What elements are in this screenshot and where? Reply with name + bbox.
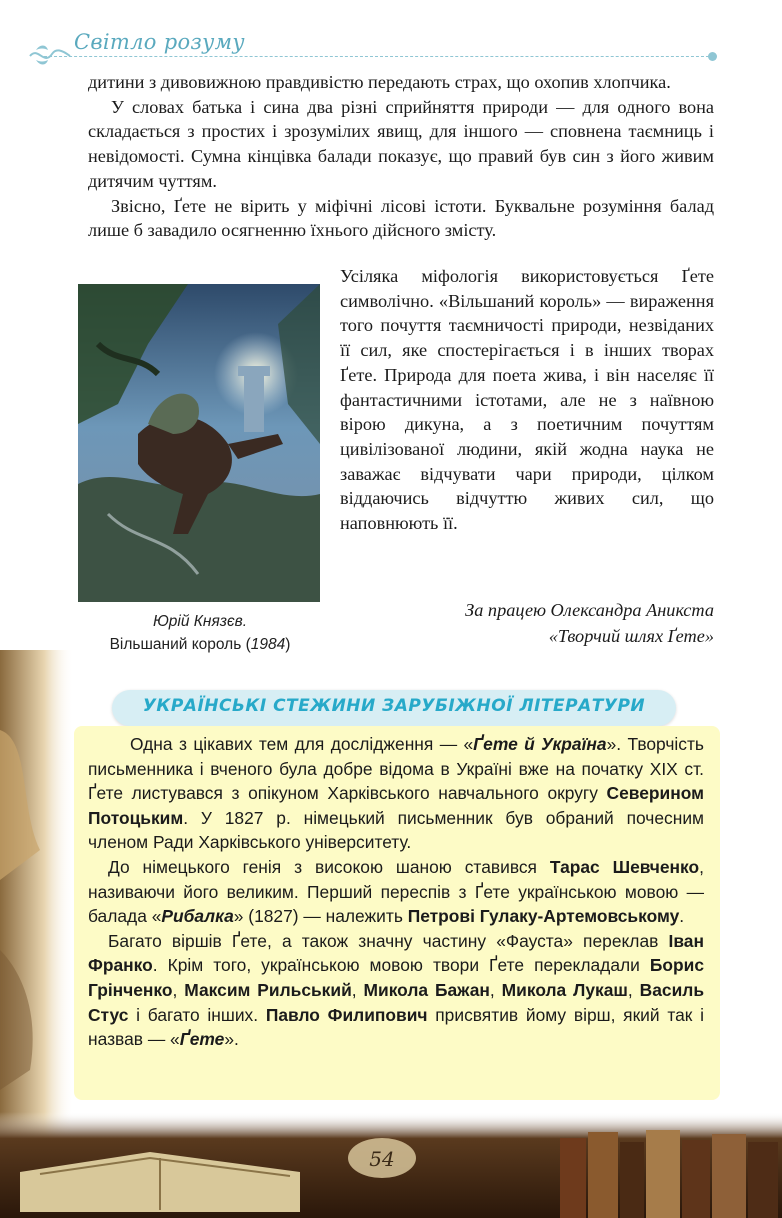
box-paragraph-1 (88, 732, 704, 855)
painting-image (78, 284, 320, 602)
text-run: присвятив йому вірш, який так і назвав — « (88, 1004, 704, 1050)
text-run: Одна з цікавих тем для дослідження — « (130, 734, 474, 754)
text-run: Багато віршів Ґете, а також значну частину «Фауста» переклав (108, 930, 669, 951)
caption-year: 1984 (250, 636, 286, 653)
source-work: «Творчий шлях Ґете» (548, 626, 714, 646)
section-title: УКРАЇНСЬКІ СТЕЖИНИ ЗАРУБІЖНОЇ ЛІТЕРАТУРИ (142, 696, 646, 716)
text-run: ». (224, 1029, 239, 1050)
caption-close: ) (285, 636, 291, 653)
name-shevchenko: Тарас Шевченко (549, 856, 700, 877)
figure-caption (72, 610, 328, 656)
text-run: , (172, 979, 185, 1000)
page-number: 54 (369, 1147, 395, 1171)
text-run: ». Творчість письменника і вченого була добре відома в Україні вже на початку ХІХ ст. Ґете листувався з опікуном Харківського навчального округу (88, 734, 704, 804)
box-paragraph-3 (88, 929, 704, 1052)
paragraph-2: У словах батька і сина два різні сприйняття природи — для одного вона складається з простих і зрозумілих явищ, для іншого — сповнена таємниць і невідомості. Сумна кінцівка балади показує, що правий був син з його живим дитячим чуттям. (88, 96, 714, 191)
text-run: , (627, 979, 640, 1000)
name-stus: Василь Стус (88, 979, 705, 1025)
running-header-title: Світло розуму (74, 30, 245, 54)
emphasis-goethe-ukraine: Ґете й Україна (473, 734, 607, 754)
text-run: і багато інших. (128, 1004, 266, 1025)
name-fylypovych: Павло Филипович (265, 1004, 428, 1025)
section-banner (112, 690, 676, 726)
name-lukash: Микола Лукаш (501, 979, 628, 1000)
caption-title: Вільшаний король ( (109, 636, 251, 653)
caption-author: Юрій Князєв. (152, 613, 248, 630)
header-dot (708, 52, 717, 61)
illustration-erlking (78, 284, 320, 602)
text-run: » (1827) — належить (233, 906, 408, 927)
page-header (0, 0, 782, 70)
name-hulak-artemovsky: Петрові Гулаку-Артемовському (407, 906, 680, 927)
text-run: . Крім того, українською мовою твори Ґете перекладали (152, 955, 650, 976)
text-run: . (679, 906, 685, 927)
text-run: , (489, 979, 502, 1000)
text-run: , називаючи його великим. Перший переспів з Ґете українською мовою — балада « (88, 856, 704, 927)
main-text (88, 70, 714, 243)
box-paragraph-2 (88, 855, 704, 929)
text-run: До німецького генія з високою шаною ставився (108, 856, 550, 877)
source-author: За працею Олександра Аникста (465, 600, 714, 620)
name-franko: Іван Франко (88, 930, 704, 976)
name-bazhan: Микола Бажан (363, 979, 490, 1000)
source-attribution (340, 597, 714, 649)
paragraph-1: дитини з дивовижною правдивістю передають страх, що охопив хлопчика. (88, 72, 671, 92)
name-potocki: Северином Потоцьким (88, 783, 704, 828)
text-run: , (351, 979, 364, 1000)
ornament-icon (28, 40, 72, 66)
poem-goethe: Ґете (179, 1029, 225, 1050)
paragraph-3: Звісно, Ґете не вірить у міфічні лісові істоти. Буквальне розуміння балад лише б завадило осягненню їхнього дійсного змісту. (88, 195, 714, 241)
info-box-text (88, 732, 704, 1052)
name-hrinchenko: Борис Грінченко (88, 955, 704, 1000)
wrapped-paragraph: Усіляка міфологія використовується Ґете символічно. «Вільшаний король» — вираження того почуття таємничості природи, незвіданих її сил, яке спостерігається і в інших творах Ґете. Природа для поета жива, і він населяє її фантастичними істотами, але не з наївною вірою дикуна, а з поетичним почуттям цивілізованої людини, якій жодна наука не заважає відчувати чари природи, цілком віддаючись відчуттю живих сил, що наповнюють її. (340, 266, 714, 534)
name-rylsky: Максим Рильський (184, 979, 352, 1000)
header-divider (44, 56, 714, 57)
text-run: . У 1827 р. німецький письменник був обраний почесним членом Ради Харківського університету. (88, 807, 704, 853)
work-rybalka: Рибалка (161, 906, 234, 927)
